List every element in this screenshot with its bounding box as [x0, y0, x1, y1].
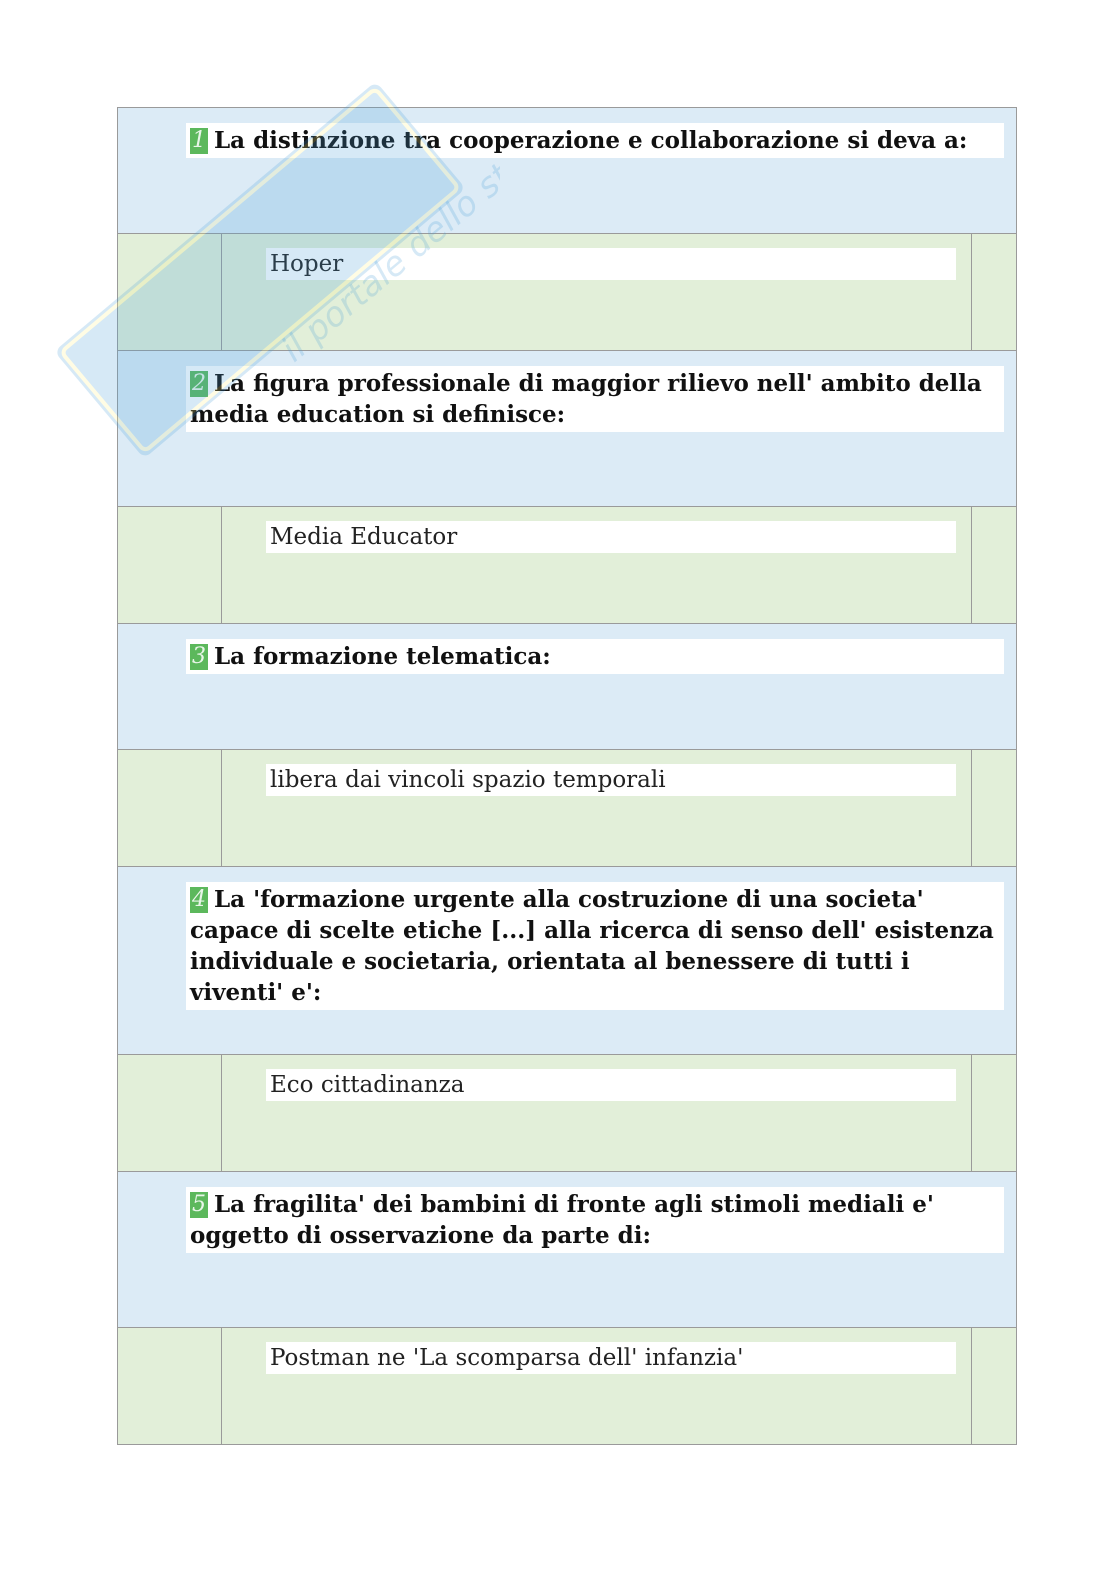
answer-row — [118, 1328, 1016, 1445]
question-row — [118, 867, 1016, 1055]
question-number: 5 — [192, 1192, 206, 1217]
answer-text: libera dai vincoli spazio temporali — [266, 764, 956, 796]
question-text: La formazione telematica: — [214, 643, 551, 670]
question-text-box — [186, 882, 1004, 1010]
answer-text: Postman ne 'La scomparsa dell' infanzia' — [266, 1342, 956, 1374]
question-number: 2 — [192, 371, 206, 396]
quiz-table — [117, 107, 1017, 1445]
answer-row — [118, 234, 1016, 351]
question-text-box — [186, 366, 1004, 432]
answer-text: Eco cittadinanza — [266, 1069, 956, 1101]
answer-row — [118, 507, 1016, 624]
question-row — [118, 1172, 1016, 1328]
question-text-box — [186, 1187, 1004, 1253]
answer-text: Hoper — [266, 248, 956, 280]
question-number: 4 — [192, 887, 206, 912]
question-text-box — [186, 639, 1004, 674]
question-text: La figura professionale di maggior rilievo nell' ambito della media education si definisce: — [190, 370, 982, 428]
question-text: La fragilita' dei bambini di fronte agli stimoli mediali e' oggetto di osservazione da parte di: — [190, 1191, 934, 1249]
question-row — [118, 351, 1016, 507]
question-text: La distinzione tra cooperazione e collaborazione si deva a: — [214, 127, 968, 154]
question-number: 1 — [192, 128, 206, 153]
question-text-box — [186, 123, 1004, 158]
question-row — [118, 108, 1016, 234]
answer-text: Media Educator — [266, 521, 956, 553]
question-number: 3 — [192, 644, 206, 669]
question-text: La 'formazione urgente alla costruzione di una societa' capace di scelte etiche [...] alla ricerca di senso dell' esistenza individuale e societaria, orientata al benessere di tutti i viventi' e': — [190, 886, 994, 1006]
question-row — [118, 624, 1016, 750]
answer-row — [118, 1055, 1016, 1172]
answer-row — [118, 750, 1016, 867]
